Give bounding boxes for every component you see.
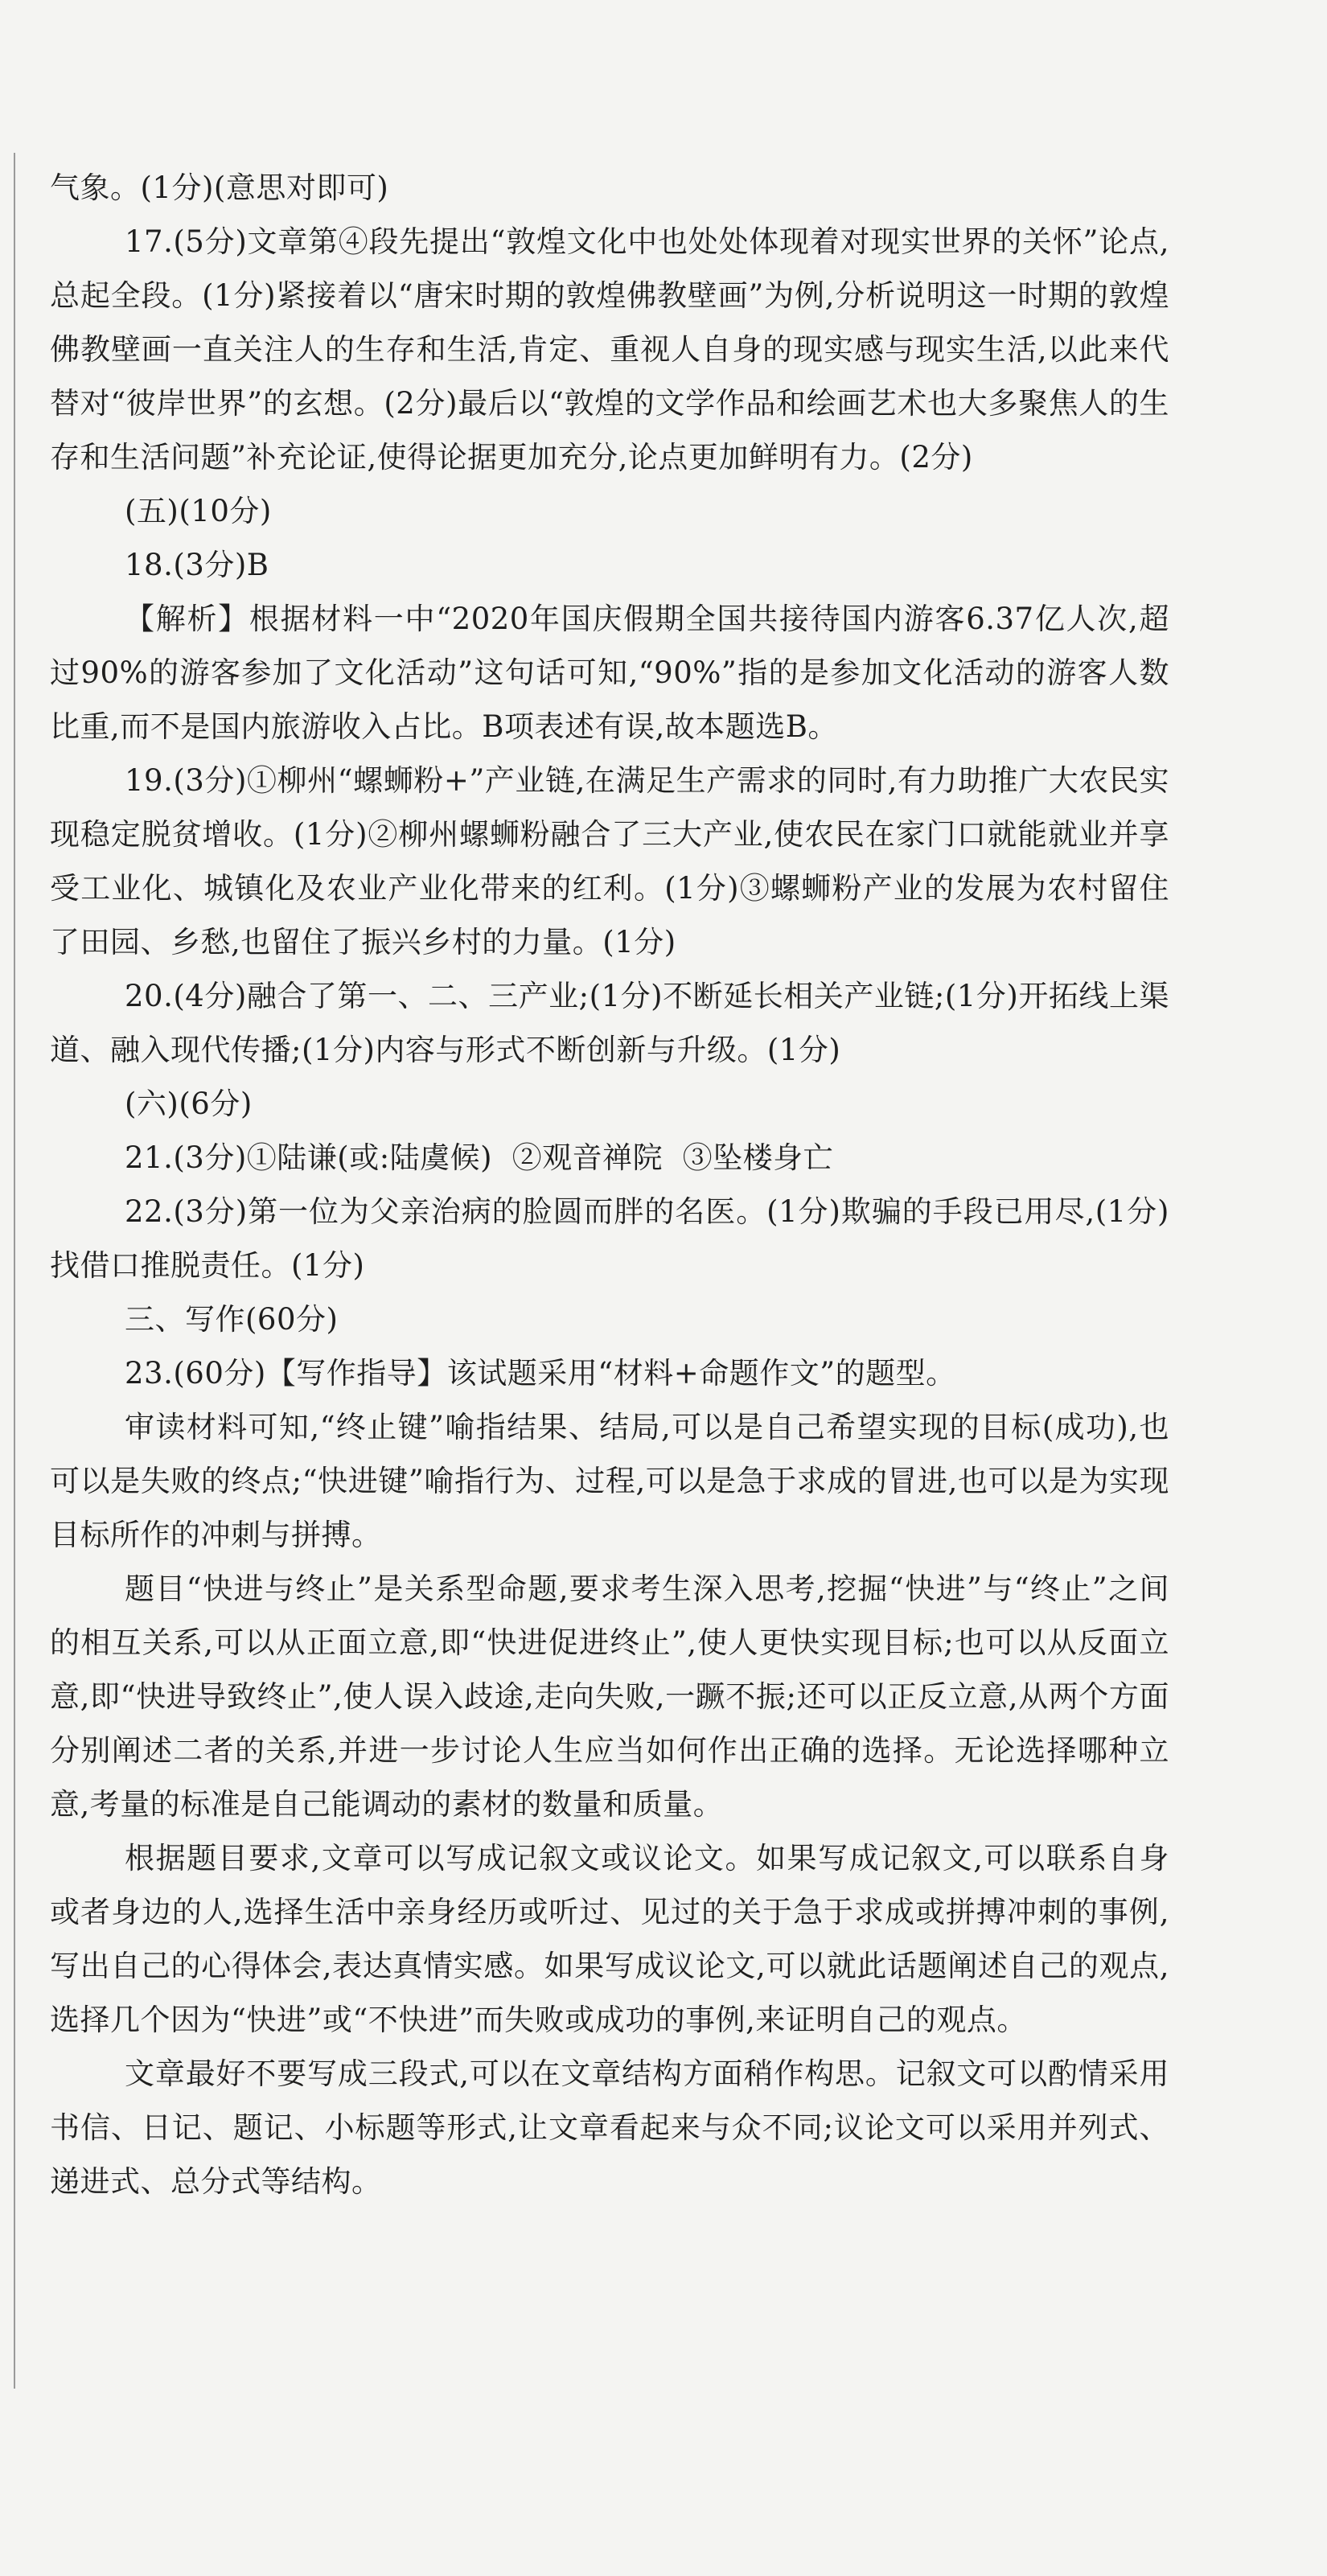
paragraph-q18-analysis: 【解析】根据材料一中“2020年国庆假期全国共接待国内游客6.37亿人次,超过90%的游客参加了文化活动”这句话可知,“90%”指的是参加文化活动的游客人数比重,而不是国内旅游收入占比。B项表述有误,故本题选B。 [50, 602, 1169, 744]
paragraph-q20-answer: 20.(4分)融合了第一、二、三产业;(1分)不断延长相关产业链;(1分)开拓线上渠道、融入现代传播;(1分)内容与形式不断创新与升级。(1分) [50, 979, 1169, 1067]
paragraph-q23-material: 审读材料可知,“终止键”喻指结果、结局,可以是自己希望实现的目标(成功),也可以是失败的终点;“快进键”喻指行为、过程,可以是急于求成的冒进,也可以是为实现目标所作的冲刺与拼搏。 [50, 1410, 1169, 1552]
paragraph-q23-structure: 文章最好不要写成三段式,可以在文章结构方面稍作构思。记叙文可以酌情采用书信、日记、题记、小标题等形式,让文章看起来与众不同;议论文可以采用并列式、递进式、总分式等结构。 [50, 2056, 1169, 2199]
margin-rule [14, 153, 15, 2389]
paragraph-q23-intro: 23.(60分)【写作指导】该试题采用“材料+命题作文”的题型。 [125, 1356, 956, 1391]
paragraph-q19-answer: 19.(3分)①柳州“螺蛳粉+”产业链,在满足生产需求的同时,有力助推广大农民实现稳定脱贫增收。(1分)②柳州螺蛳粉融合了三大产业,使农民在家门口就能就业并享受工业化、城镇化及农业产业化带来的红利。(1分)③螺蛳粉产业的发展为农村留住了田园、乡愁,也留住了振兴乡村的力量。(1分) [50, 763, 1169, 959]
paragraph-q17-answer: 17.(5分)文章第④段先提出“敦煌文化中也处处体现着对现实世界的关怀”论点,总起全段。(1分)紧接着以“唐宋时期的敦煌佛教壁画”为例,分析说明这一时期的敦煌佛教壁画一直关注人的生存和生活,肯定、重视人自身的现实感与现实生活,以此来代替对“彼岸世界”的玄想。(2分)最后以“敦煌的文学作品和绘画艺术也大多聚焦人的生存和生活问题”补充论证,使得论据更加充分,论点更加鲜明有力。(2分) [50, 224, 1169, 475]
paragraph-q18-answer: 18.(3分)B [125, 548, 269, 582]
section-heading-writing: 三、写作(60分) [125, 1302, 339, 1337]
paragraph-16-tail: 气象。(1分)(意思对即可) [50, 171, 389, 205]
paragraph-q21-answer: 21.(3分)①陆谦(或:陆虞候) ②观音禅院 ③坠楼身亡 [125, 1140, 834, 1175]
answer-text-body [50, 161, 1169, 2208]
paragraph-q23-topic: 题目“快进与终止”是关系型命题,要求考生深入思考,挖掘“快进”与“终止”之间的相互关系,可以从正面立意,即“快进促进终止”,使人更快实现目标;也可以从反面立意,即“快进导致终止”,使人误入歧途,走向失败,一蹶不振;还可以正反立意,从两个方面分别阐述二者的关系,并进一步讨论人生应当如何作出正确的选择。无论选择哪种立意,考量的标准是自己能调动的素材的数量和质量。 [50, 1571, 1169, 1822]
section-heading-5: (五)(10分) [125, 494, 272, 528]
section-heading-6: (六)(6分) [125, 1087, 253, 1121]
paragraph-q23-genre: 根据题目要求,文章可以写成记叙文或议论文。如果写成记叙文,可以联系自身或者身边的人,选择生活中亲身经历或听过、见过的关于急于求成或拼搏冲刺的事例,写出自己的心得体会,表达真情实感。如果写成议论文,可以就此话题阐述自己的观点,选择几个因为“快进”或“不快进”而失败或成功的事例,来证明自己的观点。 [50, 1841, 1169, 2037]
paragraph-q22-answer: 22.(3分)第一位为父亲治病的脸圆而胖的名医。(1分)欺骗的手段已用尽,(1分)找借口推脱责任。(1分) [50, 1194, 1169, 1283]
